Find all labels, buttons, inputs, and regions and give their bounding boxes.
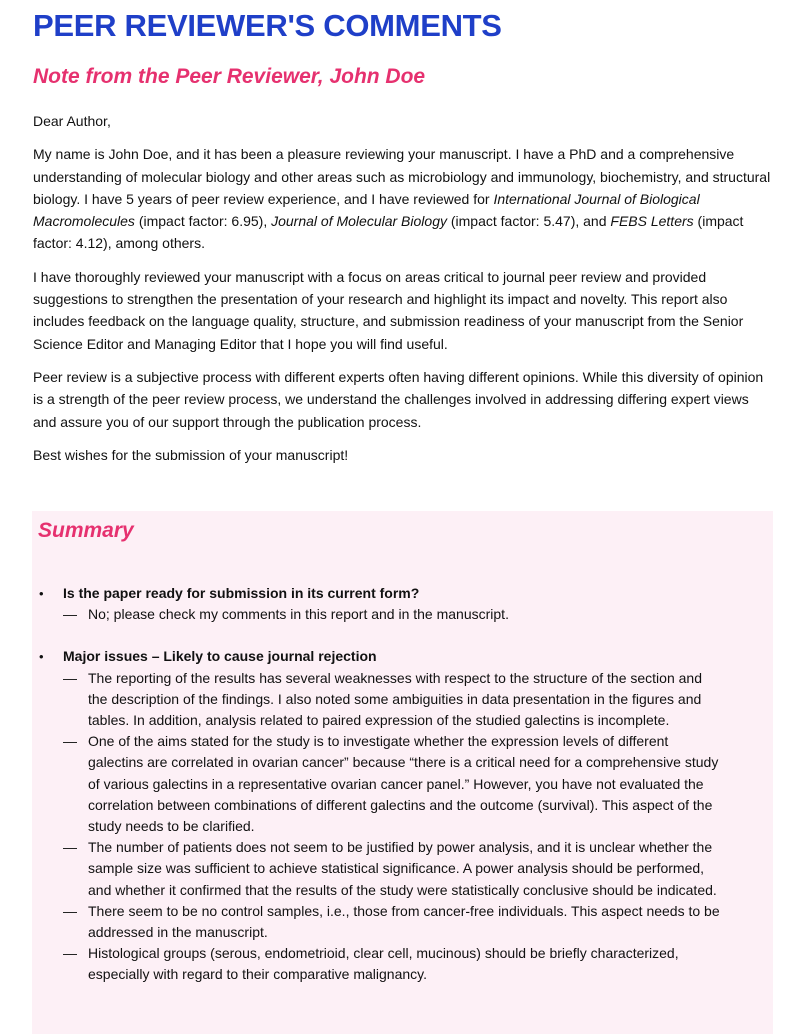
letter-text: (impact factor: 6.95),: [134, 213, 272, 230]
reviewer-letter: [33, 110, 773, 477]
letter-paragraph-review-scope: I have thoroughly reviewed your manuscript with a focus on areas critical to journal peer review and provided suggestions to strengthen the presentation of your research and highlight its impact and novelty. This report also includes feedback on the language quality, structure, and submission readiness of your manuscript from the Senior Science Editor and Managing Editor that I hope you will find useful.: [33, 268, 744, 352]
summary-section-major-issues: [32, 646, 773, 985]
list-item: [63, 901, 773, 943]
summary-section-label: Major issues – Likely to cause journal rejection: [63, 648, 377, 665]
bullet-icon: •: [39, 649, 44, 665]
list-item-text: Histological groups (serous, endometrioid, clear cell, mucinous) should be briefly characterized, especially with regard to their comparative malignancy.: [88, 945, 679, 983]
summary-sub-list: [63, 604, 773, 625]
bullet-icon: •: [39, 586, 44, 601]
letter-text: (impact factor: 5.47), and: [446, 213, 611, 230]
letter-text: (impact factor: 4.12), among others.: [33, 213, 744, 252]
journal-name: Journal of Molecular Biology: [271, 213, 447, 230]
dash-icon: —: [63, 902, 77, 919]
journal-name: FEBS Letters: [610, 213, 694, 230]
journal-name: International Journal of Biological Macromolecules: [33, 190, 700, 230]
list-item-text: The reporting of the results has several weaknesses with respect to the structure of the section and the description of the findings. I also noted some ambiguities in data presentation in the figures and tables. In addition, analysis related to paired expression of the studied galectins is incomplete.: [88, 669, 702, 729]
dash-icon: —: [63, 606, 77, 623]
letter-closing: Best wishes for the submission of your manuscript!: [33, 446, 349, 463]
list-item-text: There seem to be no control samples, i.e., those from cancer-free individuals. This aspect needs to be addressed in the manuscript.: [88, 902, 720, 941]
list-item: [63, 943, 773, 985]
summary-list: [32, 583, 773, 1007]
list-item-text: One of the aims stated for the study is to investigate whether the expression levels of different galectins are correlated in ovarian cancer” because “there is a critical need for a comprehensive study of various galectins in a representative ovarian cancer panel.” However, you have not evaluated the correlation between combinations of different galectins and the outcome (survival). This aspect of the study needs to be clarified.: [88, 733, 719, 835]
dash-icon: —: [63, 945, 77, 962]
list-item-text: No; please check my comments in this report and in the manuscript.: [88, 606, 509, 623]
summary-section-readiness: [32, 583, 773, 625]
summary-panel: [32, 511, 773, 1034]
letter-paragraph-credentials: [33, 143, 773, 254]
dash-icon: —: [63, 669, 77, 686]
reviewer-note-heading: Note from the Peer Reviewer, John Doe: [33, 65, 426, 88]
summary-sub-list: [63, 668, 773, 986]
summary-section-label: Is the paper ready for submission in its current form?: [63, 585, 420, 601]
list-item: [63, 604, 773, 625]
list-item: [63, 837, 773, 901]
letter-paragraph-peer-review-process: Peer review is a subjective process with different experts often having different opinions. While this diversity of opinion is a strength of the peer review process, we understand the challenges involved in addressing differing expert views and assure you of our support through the publication process.: [33, 368, 764, 430]
list-item: [63, 731, 773, 837]
letter-text: My name is John Doe, and it has been a pleasure reviewing your manuscript. I have a PhD and a comprehensive understanding of molecular biology and other areas such as microbiology and immunology, biochemistry, and structural biology. I have 5 years of peer review experience, and I have reviewed for: [33, 146, 771, 207]
list-item-text: The number of patients does not seem to be justified by power analysis, and it is unclear whether the sample size was sufficient to achieve statistical significance. A power analysis should be performed, and whether it confirmed that the results of the study were statistically conclusive should be indicated.: [88, 839, 717, 898]
letter-greeting: Dear Author,: [33, 113, 111, 129]
dash-icon: —: [63, 733, 77, 750]
dash-icon: —: [63, 839, 77, 856]
list-item: [63, 668, 773, 732]
summary-heading: Summary: [38, 519, 134, 542]
page-title: PEER REVIEWER'S COMMENTS: [33, 8, 502, 43]
